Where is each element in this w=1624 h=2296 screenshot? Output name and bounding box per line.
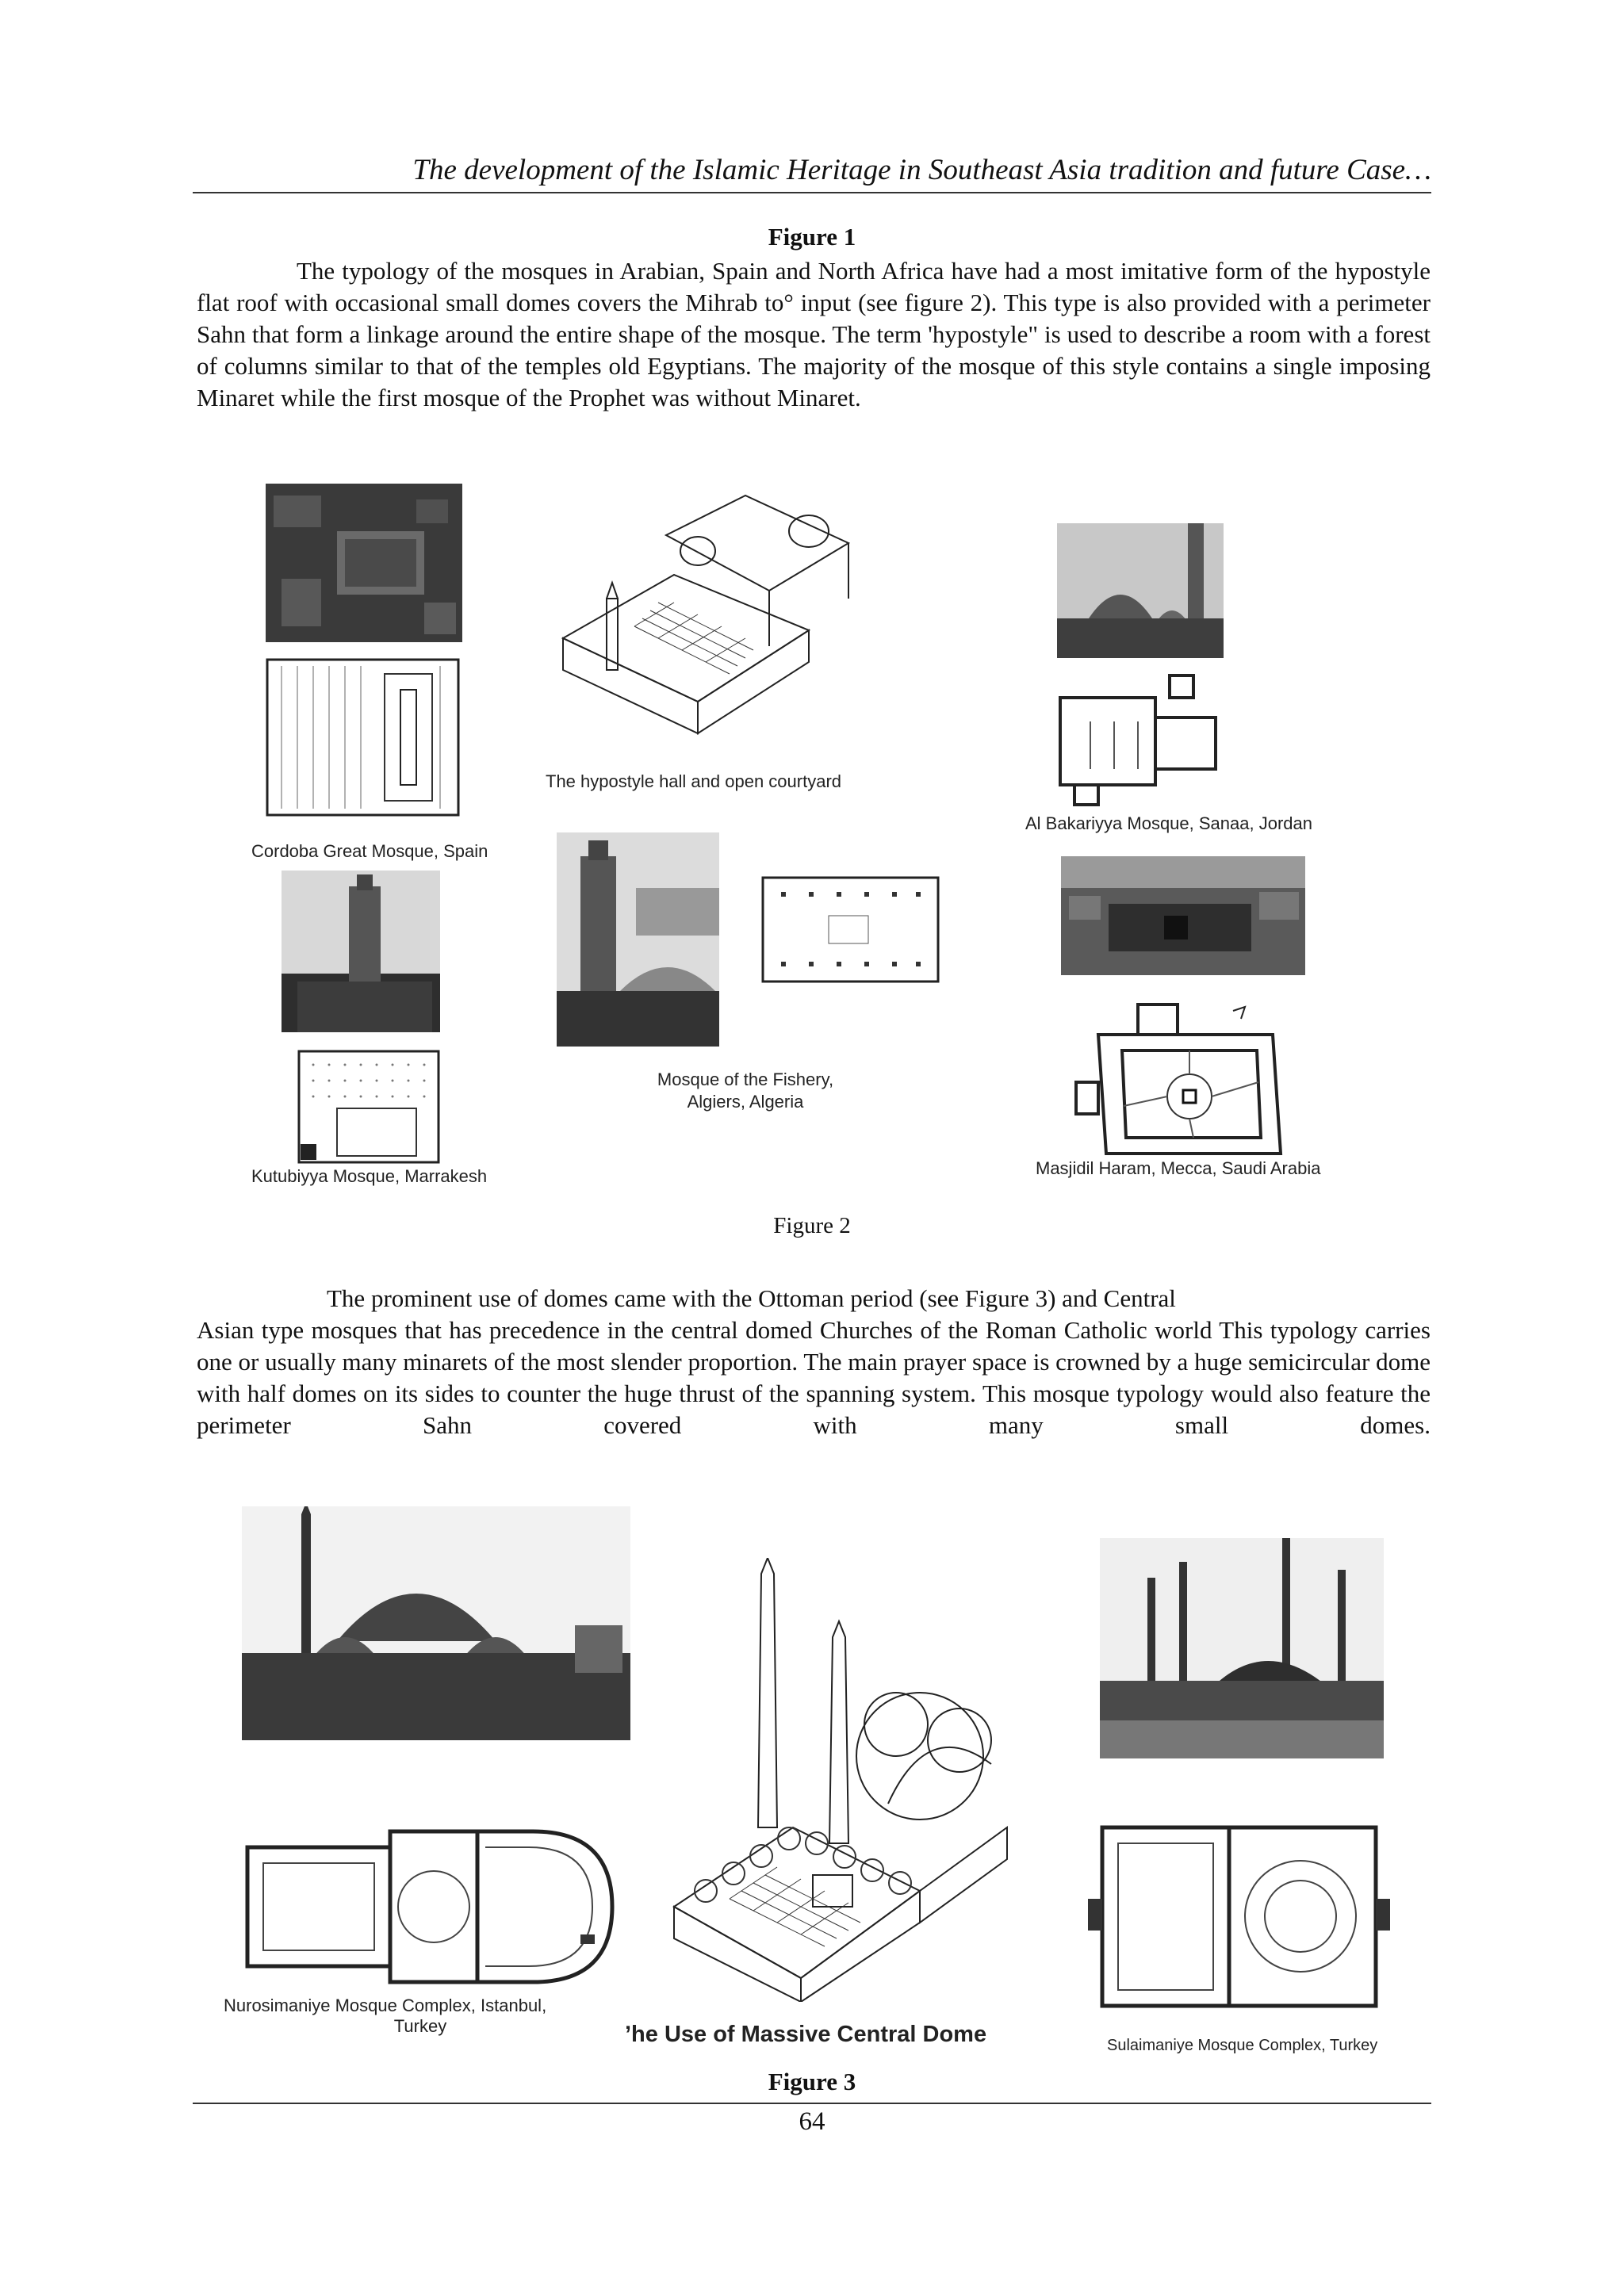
haram-caption: Masjidil Haram, Mecca, Saudi Arabia xyxy=(1036,1158,1321,1178)
fishery-floor-plan xyxy=(761,876,940,983)
cordoba-floor-plan xyxy=(266,658,460,817)
kutubiyya-caption: Kutubiyya Mosque, Marrakesh xyxy=(251,1166,488,1186)
kutubiyya-photo xyxy=(282,871,440,1032)
haram-floor-plan xyxy=(1074,1003,1297,1161)
kutubiyya-floor-plan xyxy=(297,1045,440,1164)
sulaimaniye-floor-plan xyxy=(1086,1820,1392,2014)
paragraph-2-text: Asian type mosques that has precedence in the central domed Churches of the Roman Catholic world This typology carries one or usually many minarets of the most slender proportion. The main prayer space is crowned by a huge semicircular dome with half domes on its sides to counter the huge thrust of the spanning system. This mosque typology would also feature the perimeter Sahn covered with many small domes. xyxy=(197,1316,1431,1439)
fishery-caption-line-2: Algiers, Algeria xyxy=(687,1092,804,1112)
paragraph-2-line-1: The prominent use of domes came with the Ottoman period (see Figure 3) and Central xyxy=(327,1284,1176,1312)
cordoba-caption: Cordoba Great Mosque, Spain xyxy=(251,841,488,861)
sulaimaniye-caption: Sulaimaniye Mosque Complex, Turkey xyxy=(1107,2037,1378,2054)
cordoba-aerial-photo xyxy=(266,484,462,642)
central-dome-drawing xyxy=(658,1558,1039,2002)
body-paragraph-2 xyxy=(197,1283,1431,1441)
nurosimaniye-floor-plan xyxy=(232,1816,632,1994)
hypostyle-hall-drawing xyxy=(547,488,864,741)
fishery-photo xyxy=(557,832,719,1047)
fishery-caption-line-1: Mosque of the Fishery, xyxy=(657,1070,834,1089)
figure-2-label: Figure 2 xyxy=(773,1213,851,1238)
hypostyle-caption: The hypostyle hall and open courtyard xyxy=(546,771,842,791)
body-paragraph-1 xyxy=(197,255,1431,414)
running-title: The development of the Islamic Heritage in Southeast Asia tradition and future Case… xyxy=(412,154,1431,186)
nurosimaniye-caption-line-1: Nurosimaniye Mosque Complex, Istanbul, xyxy=(224,1996,547,2015)
figure-3-label: Figure 3 xyxy=(768,2068,856,2095)
nurosimaniye-caption-line-2: Turkey xyxy=(393,2016,447,2036)
page-number: 64 xyxy=(799,2107,825,2136)
header-rule xyxy=(193,192,1431,193)
footer-rule xyxy=(193,2103,1431,2104)
nurosimaniye-photo xyxy=(242,1506,630,1740)
figure-1-label: Figure 1 xyxy=(768,223,856,251)
bakariyya-floor-plan xyxy=(1059,674,1217,809)
bakariyya-photo xyxy=(1057,523,1224,658)
bakariyya-caption: Al Bakariyya Mosque, Sanaa, Jordan xyxy=(1025,813,1312,833)
haram-photo xyxy=(1061,856,1305,975)
central-dome-caption: ʼhe Use of Massive Central Dome xyxy=(625,2022,987,2047)
sulaimaniye-photo xyxy=(1100,1538,1384,1758)
paragraph-1-text: The typology of the mosques in Arabian, Spain and North Africa have had a most imitative form of the hypostyle flat roof with occasional small domes covers the Mihrab to° input (see figure 2). This type is also provided with a perimeter Sahn that form a linkage around the entire shape of the mosque. The term 'hypostyle" is used to describe a room with a forest of columns similar to that of the temples old Egyptians. The majority of the mosque of this style contains a single imposing Minaret while the first mosque of the Prophet was without Minaret. xyxy=(197,257,1431,411)
